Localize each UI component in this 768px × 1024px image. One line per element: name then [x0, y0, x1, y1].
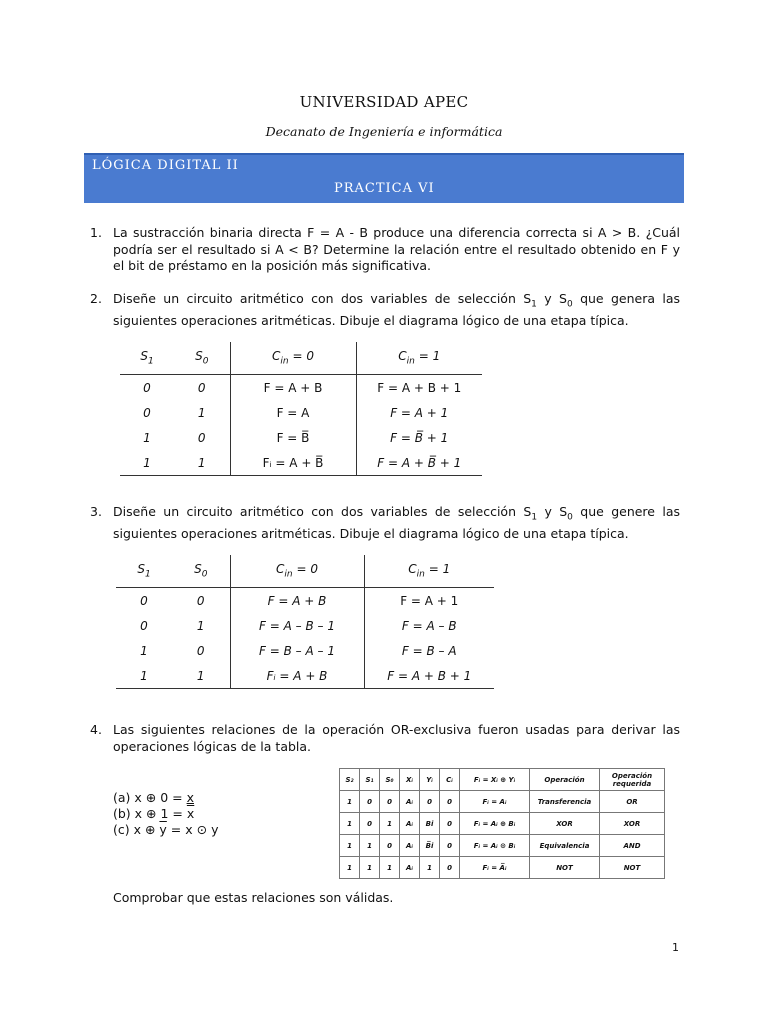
- header-cell: $S_0$: [172, 555, 230, 588]
- header-cell: Yᵢ: [420, 769, 440, 791]
- text-part: Diseñe un circuito aritmético con dos variables de selección S: [113, 291, 532, 306]
- table-row: 1 0 1 Aᵢ Bi 0 Fᵢ = Aᵢ ⊕ Bᵢ XOR XOR: [340, 813, 665, 835]
- question-text: Las siguientes relaciones de la operación OR-exclusiva fueron usadas para derivar las operaciones lógicas de la tabla.: [113, 722, 680, 754]
- header-cell: $C_{in} = 1$: [364, 555, 494, 588]
- subscript: 0: [566, 299, 573, 310]
- cell: 1: [196, 618, 205, 633]
- table-row: [116, 663, 494, 689]
- logic-operations-table: [339, 768, 665, 879]
- question-number: 4.: [90, 722, 102, 737]
- text-part: y S: [536, 291, 567, 306]
- relation-b: (b) x ⊕ $1 = \overline{x}$: [113, 806, 195, 821]
- cell: F = A + 1: [356, 400, 482, 425]
- header-cell: S₁: [360, 769, 380, 791]
- cell: 0: [197, 430, 206, 445]
- subscript: 0: [567, 512, 573, 523]
- cell: F = B̅ + 1: [356, 425, 482, 450]
- cell: 1: [174, 450, 230, 476]
- table-row: [116, 588, 494, 614]
- header-cell: S₂: [340, 769, 360, 791]
- course-banner: [84, 153, 684, 203]
- cell: F = B – A – 1: [230, 638, 364, 663]
- university-title: UNIVERSIDAD APEC: [299, 93, 469, 111]
- cell: 0: [196, 593, 205, 608]
- cell: F = A – B – 1: [230, 613, 364, 638]
- table-row: 1 1 0 Aᵢ B̅i 0 Fᵢ = Aᵢ ⊙ Bᵢ Equivalencia AND: [340, 835, 665, 857]
- header-cell: S₀: [380, 769, 400, 791]
- page-number: 1: [672, 941, 679, 954]
- xor-relations: [113, 790, 218, 838]
- cell: F = B – A: [364, 638, 494, 663]
- cell: F = A + B: [230, 375, 356, 401]
- question-text: [113, 504, 680, 543]
- cell: 0: [140, 593, 148, 608]
- subscript: 1: [531, 512, 538, 523]
- verification-note: Comprobar que estas relaciones son válidas.: [113, 890, 394, 905]
- cell: F = A + 1: [364, 588, 494, 614]
- relation-a: (a) x ⊕ 0 = x: [113, 790, 194, 805]
- cell: F = A + B + 1: [364, 663, 494, 689]
- cell: Fᵢ = A + B: [230, 663, 364, 689]
- cell: 1: [140, 643, 148, 658]
- question-number: 2.: [90, 291, 102, 306]
- question-number: 3.: [90, 504, 102, 519]
- course-name: LÓGICA DIGITAL II: [92, 158, 239, 173]
- question-2: [90, 291, 680, 330]
- cell: 0: [196, 643, 205, 658]
- cell: 0: [143, 380, 151, 395]
- cell: F = A + B̅ + 1: [356, 450, 482, 476]
- cell: 1: [172, 663, 230, 689]
- cell: F = B̅: [230, 425, 356, 450]
- header-cell: $C_{in} = 0$: [230, 342, 356, 375]
- text-part: que genera las siguientes operaciones aritméticas. Dibuje el diagrama lógico de una etapa típica.: [113, 291, 681, 328]
- cell: 1: [116, 663, 172, 689]
- table-row: 1 1 1 Aᵢ 1 0 Fᵢ = A̅ᵢ NOT NOT: [340, 857, 665, 879]
- cell: 0: [143, 405, 151, 420]
- table-row: [116, 638, 494, 663]
- cell: Fᵢ = A + B̅: [230, 450, 356, 476]
- header-cell: $S_0$: [174, 342, 230, 375]
- header-cell: Fᵢ = Xᵢ ⊕ Yᵢ: [460, 769, 530, 791]
- table-row: [120, 400, 482, 425]
- question-4: [90, 722, 680, 755]
- cell: F = A: [230, 400, 356, 425]
- operations-table-1: [120, 342, 482, 476]
- operations-table-2: [116, 555, 494, 689]
- question-text: La sustracción binaria directa F = A - B produce una diferencia correcta si A > B. ¿Cuál podría ser el resultado si A < B? Determine la relación entre el resultado obtenido en F y el bit de préstamo en la posición más significativa.: [113, 225, 680, 273]
- header-cell: Operación requerida: [600, 769, 665, 791]
- text-part: que genere las siguientes operaciones aritméticas. Dibuje el diagrama lógico de una etapa típica.: [113, 504, 681, 541]
- practice-name: PRACTICA VI: [334, 181, 435, 196]
- cell: 1: [143, 430, 151, 445]
- cell: 0: [140, 618, 148, 633]
- header-cell: Operación: [530, 769, 600, 791]
- table-row: [120, 425, 482, 450]
- relation-c: (c) x ⊕ $\overline{y} = x$ ⊙ y: [113, 822, 219, 837]
- cell: F = A – B: [364, 613, 494, 638]
- faculty-subtitle: Decanato de Ingeniería e informática: [265, 124, 503, 139]
- question-1: [90, 225, 680, 275]
- table-row: [120, 375, 482, 401]
- cell: 1: [120, 450, 174, 476]
- cell: F = A + B + 1: [356, 375, 482, 401]
- header-cell: $S_1$: [116, 555, 172, 588]
- cell: 0: [197, 380, 206, 395]
- cell: 1: [197, 405, 206, 420]
- table-row: [116, 613, 494, 638]
- question-3: [90, 504, 680, 543]
- header-cell: Xᵢ: [400, 769, 420, 791]
- question-number: 1.: [90, 225, 102, 240]
- table-row: 1 0 0 Aᵢ 0 0 Fᵢ = Aᵢ Transferencia OR: [340, 791, 665, 813]
- header-cell: $S_1$: [120, 342, 174, 375]
- text-part: Diseñe un circuito aritmético con dos variables de selección S: [113, 504, 532, 519]
- table-row: [120, 450, 482, 476]
- text-part: y S: [537, 504, 568, 519]
- cell: F = A + B: [230, 588, 364, 614]
- header-cell: $C_{in} = 1$: [356, 342, 482, 375]
- subscript: 1: [531, 299, 537, 310]
- table-header-row: [340, 769, 665, 791]
- header-cell: Cᵢ: [440, 769, 460, 791]
- header-cell: $C_{in} = 0$: [230, 555, 364, 588]
- question-text: [113, 291, 680, 330]
